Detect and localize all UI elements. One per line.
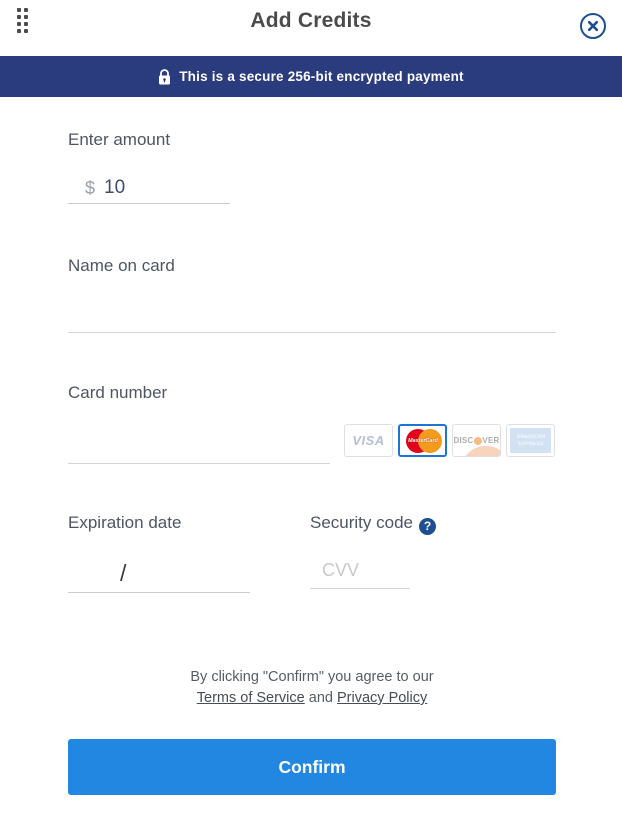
card-brand-badges <box>344 424 555 457</box>
cvv-input[interactable] <box>310 552 410 588</box>
security-code-label-row <box>310 513 436 535</box>
visa-badge-icon <box>344 424 393 457</box>
expiration-date-label: Expiration date <box>68 513 182 532</box>
terms-conjunction: and <box>308 690 333 706</box>
amount-field[interactable] <box>68 170 230 204</box>
terms-prefix: By clicking "Confirm" you agree to our <box>190 669 434 685</box>
confirm-button[interactable]: Confirm <box>68 739 556 795</box>
close-icon <box>586 19 600 33</box>
card-number-label: Card number <box>68 383 168 402</box>
privacy-policy-link[interactable]: Privacy Policy <box>337 690 428 706</box>
discover-label-pre: DISC <box>453 436 474 445</box>
mastercard-badge-icon <box>398 424 447 457</box>
name-on-card-input[interactable] <box>68 296 556 332</box>
expiration-date-field[interactable] <box>68 555 250 593</box>
dialog-header <box>0 0 622 56</box>
amex-label-line2: EXPRESS <box>517 441 544 447</box>
secure-payment-banner <box>0 56 622 97</box>
currency-symbol: $ <box>85 178 96 198</box>
name-on-card-label: Name on card <box>68 256 175 275</box>
enter-amount-label: Enter amount <box>68 130 171 149</box>
name-on-card-field[interactable] <box>68 296 556 333</box>
visa-label: VISA <box>352 433 385 448</box>
discover-label-post: VER <box>482 436 500 445</box>
dialog-title: Add Credits <box>250 9 372 32</box>
close-button[interactable] <box>580 13 606 39</box>
expiration-separator: / <box>120 560 127 586</box>
amex-label-line1: AMERICAN <box>516 434 545 440</box>
mastercard-label: MasterCard <box>407 437 438 444</box>
card-number-field[interactable] <box>68 426 330 464</box>
security-code-label: Security code <box>310 513 413 532</box>
amount-value: 10 <box>104 177 126 198</box>
card-number-input[interactable] <box>68 426 330 463</box>
discover-dot-icon <box>474 437 482 445</box>
secure-payment-text: This is a secure 256-bit encrypted payment <box>179 69 464 84</box>
discover-badge-icon <box>452 424 501 457</box>
terms-text <box>68 667 556 709</box>
terms-of-service-link[interactable]: Terms of Service <box>196 690 305 706</box>
security-code-field[interactable] <box>310 552 410 589</box>
amex-badge-icon <box>506 424 555 457</box>
security-code-help-icon[interactable]: ? <box>419 518 436 535</box>
mastercard-circles-icon <box>403 429 443 453</box>
lock-icon <box>158 69 171 85</box>
